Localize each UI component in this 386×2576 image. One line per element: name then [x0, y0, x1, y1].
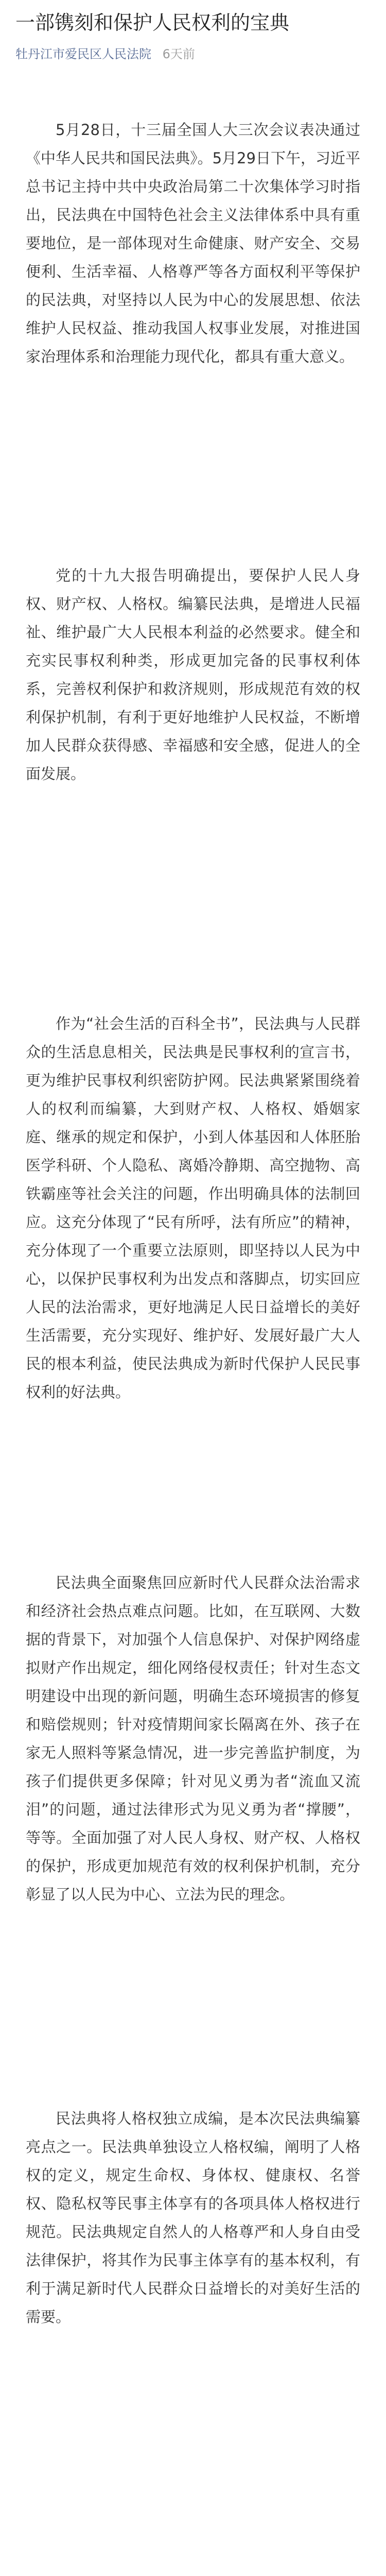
article-time: 6天前 — [162, 47, 195, 61]
article-paragraph-2: 党的十九大报告明确提出，要保护人民人身权、财产权、人格权。编纂民法典，是增进人民福祉、维护最广大人民根本利益的必然要求。健全和充实民事权利种类，形成更加完备的民事权利体系，完善权利保护和救济规则，形成规范有效的权利保护机制，有利于更好地维护人民权益，不断增加人民群众获得感、幸福感和安全感，促进人的全面发展。 — [26, 567, 360, 783]
article-source-link[interactable]: 牡丹江市爱民区人民法院 — [15, 47, 151, 61]
article-title: 一部镌刻和保护人民权利的宝典 — [15, 11, 290, 34]
article-header — [0, 0, 386, 63]
article-paragraph-5: 民法典将人格权独立成编，是本次民法典编纂亮点之一。民法典单独设立人格权编，阐明了人格权的定义，规定生命权、身体权、健康权、名誉权、隐私权等民事主体享有的各项具体人格权进行规范。民法典规定自然人的人格尊严和人身自由受法律保护，将其作为民事主体享有的基本权利，有利于满足新时代人民群众日益增长的对美好生活的需要。 — [26, 2110, 360, 2326]
article-paragraph-6 — [26, 2571, 360, 2576]
article-paragraph-4: 民法典全面聚焦回应新时代人民群众法治需求和经济社会热点难点问题。比如，在互联网、大数据的背景下，对加强个人信息保护、对保护网络虚拟财产作出规定，细化网络侵权责任；针对生态文明建设中出现的新问题，明确生态环境损害的修复和赔偿规则；针对疫情期间家长隔离在外、孩子在家无人照料等紧急情况，进一步完善监护制度，为孩子们提供更多保障；针对见义勇为者“流血又流泪”的问题，通过法律形式为见义勇为者“撑腰”，等等。全面加强了对人民人身权、财产权、人格权的保护，形成更加规范有效的权利保护机制，充分彰显了以人民为中心、立法为民的理念。 — [26, 1574, 360, 1903]
article-paragraph-1: 5月28日，十三届全国人大三次会议表决通过《中华人民共和国民法典》。5月29日下午，习近平总书记主持中共中央政治局第二十次集体学习时指出，民法典在中国特色社会主义法律体系中具有重要地位，是一部体现对生命健康、财产安全、交易便利、生活幸福、人格尊严等各方面权利平等保护的民法典，对坚持以人民为中心的发展思想、依法维护人民权益、推动我国人权事业发展，对推进国家治理体系和治理能力现代化，都具有重大意义。 — [26, 121, 360, 365]
article-paragraph-3: 作为“社会生活的百科全书”，民法典与人民群众的生活息息相关，民法典是民事权利的宣言书，更为维护民事权利织密防护网。民法典紧紧围绕着人的权利而编纂，大到财产权、人格权、婚姻家庭、继承的规定和保护，小到人体基因和人体胚胎医学科研、个人隐私、离婚冷静期、高空抛物、高铁霸座等社会关注的问题，作出明确具体的法制回应。这充分体现了“民有所呼，法有所应”的精神，充分体现了一个重要立法原则，即坚持以人民为中心，以保护民事权利为出发点和落脚点，切实回应人民的法治需求，更好地满足人民日益增长的美好生活需要，充分实现好、维护好、发展好最广大人民的根本利益，使民法典成为新时代保护人民民事权利的好法典。 — [26, 1015, 360, 1401]
article-meta — [15, 45, 371, 63]
